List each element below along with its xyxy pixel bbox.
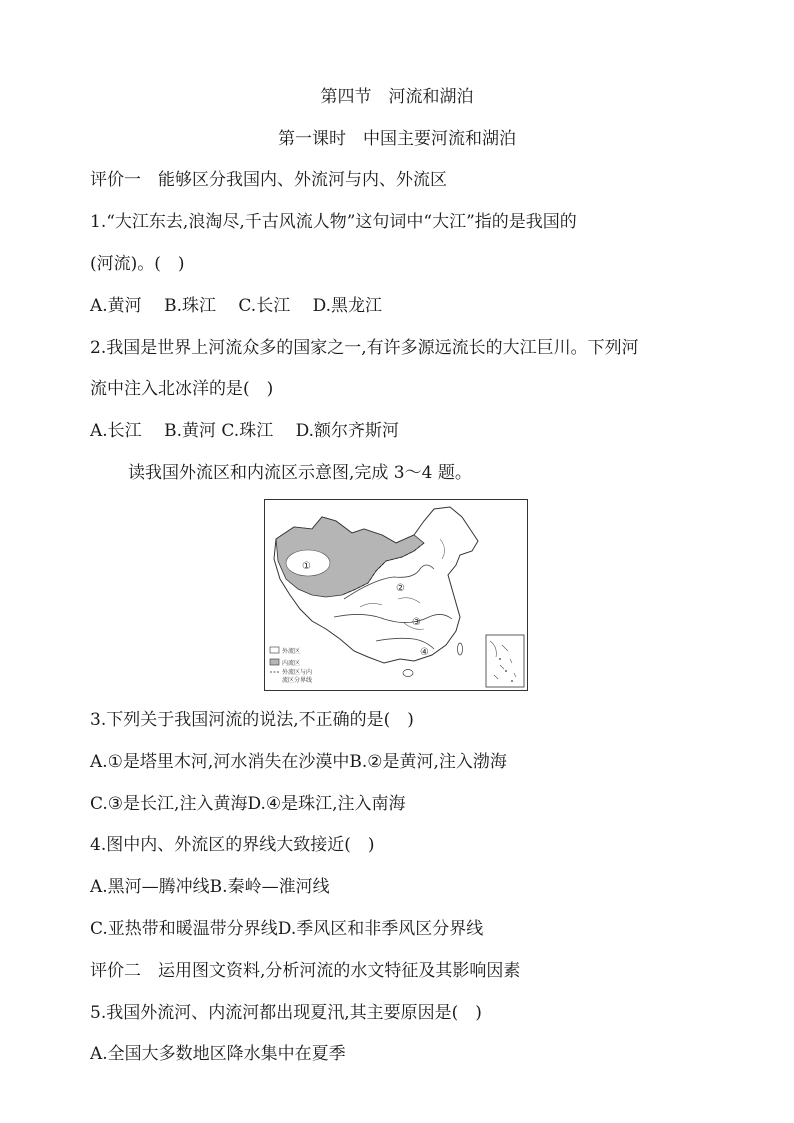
question-2-line-2: 流中注入北冰洋的是( ) <box>90 379 274 399</box>
marker-3: ③ <box>412 617 421 628</box>
question-1-line-1: 1.“大江东去,浪淘尽,千古风流人物”这句词中“大江”指的是我国的 <box>90 212 577 232</box>
evaluation-two-heading: 评价二 运用图文资料,分析河流的水文特征及其影响因素 <box>90 961 521 981</box>
lesson-title: 第一课时 中国主要河流和湖泊 <box>278 129 516 149</box>
marker-2: ② <box>396 583 405 594</box>
question-4-stem: 4.图中内、外流区的界线大致接近( ) <box>90 835 375 855</box>
question-3-stem: 3.下列关于我国河流的说法,不正确的是( ) <box>90 710 414 730</box>
legend-swatch-inland <box>270 659 279 665</box>
legend-outflow-label: 外流区 <box>282 648 301 655</box>
question-3-options-ab: A.①是塔里木河,河水消失在沙漠中B.②是黄河,注入渤海 <box>90 752 507 772</box>
legend-boundary-label-1: 外流区与内 <box>282 669 313 676</box>
question-5-stem: 5.我国外流河、内流河都出现夏汛,其主要原因是( ) <box>90 1003 482 1023</box>
question-4-options-ab: A.黑河—腾冲线B.秦岭—淮河线 <box>90 877 330 897</box>
evaluation-one-heading: 评价一 能够区分我国内、外流河与内、外流区 <box>90 170 447 190</box>
question-1-options: A.黄河 B.珠江 C.长江 D.黑龙江 <box>90 296 383 316</box>
question-4-options-cd: C.亚热带和暖温带分界线D.季风区和非季风区分界线 <box>90 919 484 939</box>
marker-1: ① <box>302 561 311 572</box>
south-china-sea-inset <box>486 635 524 687</box>
hainan-island <box>403 670 413 677</box>
legend-inland-label: 内流区 <box>282 660 301 667</box>
legend-swatch-outflow <box>270 647 279 653</box>
question-1-line-2: (河流)。( ) <box>90 254 185 274</box>
marker-4: ④ <box>420 647 429 658</box>
read-map-prompt: 读我国外流区和内流区示意图,完成 3～4 题。 <box>128 463 472 483</box>
taiwan-island <box>458 643 463 655</box>
question-2-line-1: 2.我国是世界上河流众多的国家之一,有许多源远流长的大江巨川。下列河 <box>90 338 639 358</box>
legend-boundary-label-2: 流区分界线 <box>282 677 313 684</box>
question-3-options-cd: C.③是长江,注入黄海D.④是珠江,注入南海 <box>90 794 406 814</box>
section-title: 第四节 河流和湖泊 <box>320 87 474 107</box>
question-5-option-a: A.全国大多数地区降水集中在夏季 <box>90 1044 346 1064</box>
question-2-options: A.长江 B.黄河 C.珠江 D.额尔齐斯河 <box>90 421 400 441</box>
map-svg <box>264 499 528 691</box>
china-drainage-map <box>264 499 528 691</box>
